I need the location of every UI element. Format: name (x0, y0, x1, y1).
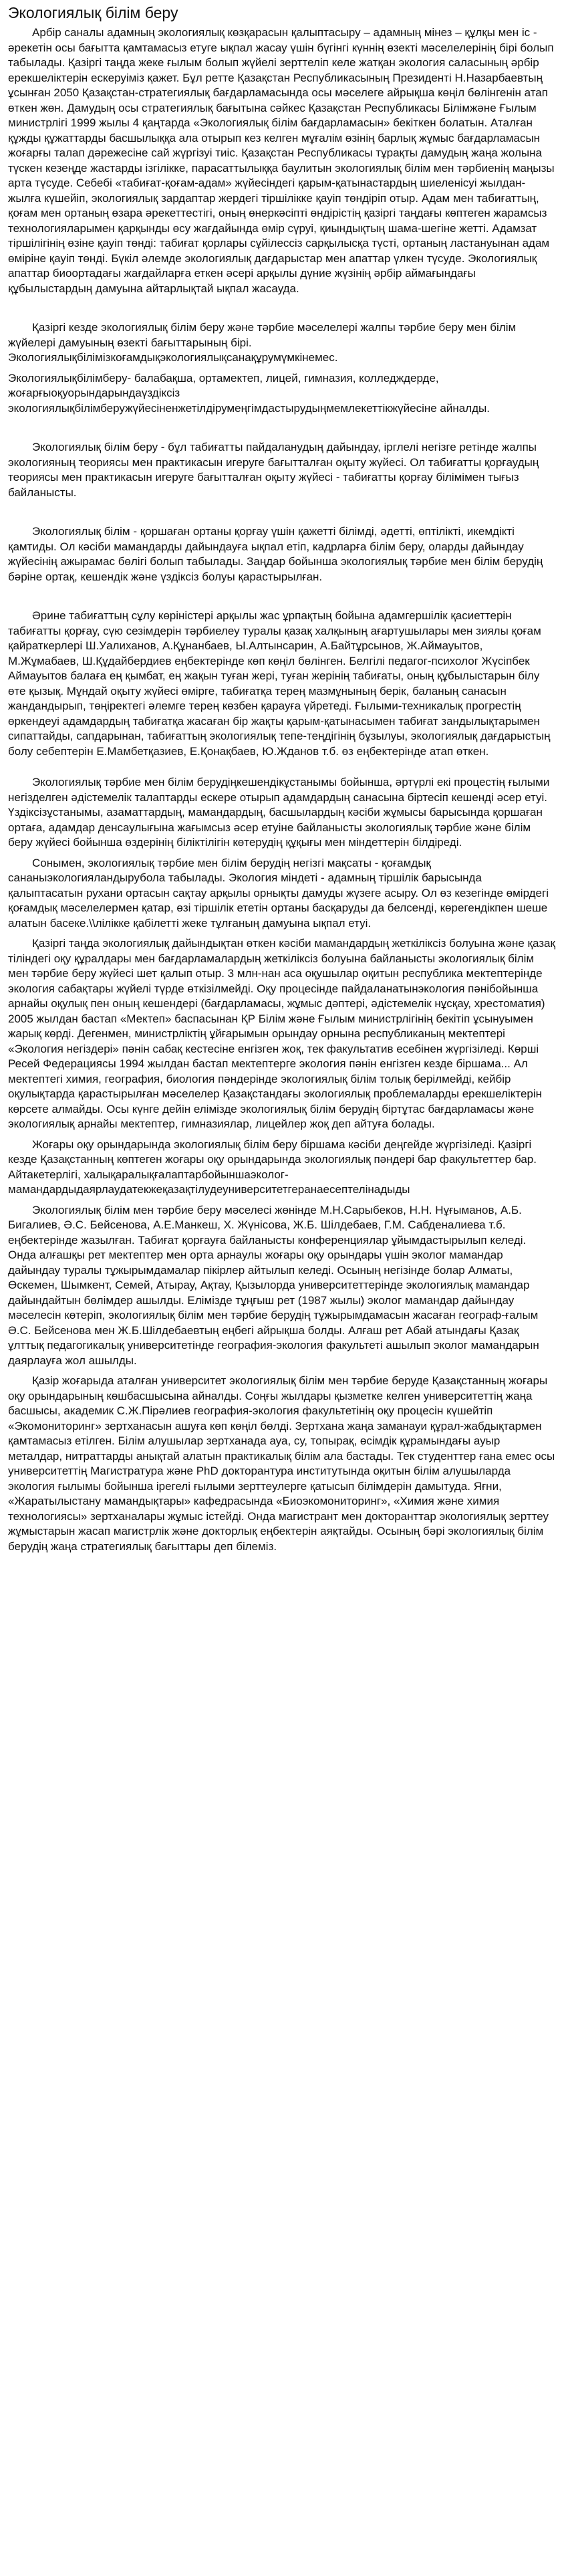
paragraph: Экологиялық білім - қоршаған ортаны қорғау үшін қажетті білімді, әдетті, өптілікті, икемдікті қамтиды. Ол кәсіби мамандарды дайындауға ықпал етіп, кадрларға білім беру, оларды дайындау жүйесінің ажырамас бөлігі болып табылады. Заңдар бойынша экологиялық тәрбие мен білім берудің бәріне ортақ, кешендік және үздіксіз болуы қарастырылған. (8, 525, 543, 583)
paragraph: Қазіргі кезде экологиялық білім беру және тәрбие мәселелері жалпы тәрбие беру мен білім жүйелері дамуының өзекті бағыттарының бірі. Экологиялықбілімізкоғамдықэкологиялықсанақұрумүмкінемес. (8, 321, 517, 364)
paragraph: Экологиялық білім мен тәрбие беру мәселесі жөнінде М.Н.Сарыбеков, Н.Н. Нұғыманов, А.Б. Бигалиев, Ә.С. Бейсенова, А.Е.Манкеш, Х. Жүнісова, Ж.Б. Шілдебаев, Г.М. Сабденалиева т.б. еңбектерінде жазылған. Табиғат қорғауға байланысты конференциялар ұйымдастырылып келеді. Онда алғашқы рет мектептер мен орта арнаулы жоғары оқу орындары үшін эколог мамандар дайындау туралы тұжырымдамалар пікірлер айтылып келеді. Осының негізінде болар Алматы, Өскемен, Шымкент, Семей, Атырау, Ақтау, Қызылорда университеттерінде экологиялық мамандар дайындайтын бөлімдер ашылды. Елімізде тұңғыш рет (1987 жылы) эколог мамандар дайындау мәселесін көтеріп, экологиялық білім мен тәрбие берудің тұжырымдамасын жасаған географ-ғалым Ә.С. Бейсенова мен Ж.Б.Шілдебаевтың еңбегі айрықша болды. Алғаш рет Абай атындағы Қазақ ұлттық педагогикалық университетінде география-экология факультеті ашылып эколог мамандарын даярлауға жол ашылды. (8, 1203, 539, 1367)
paragraph: Әрине табиғаттың сұлу көріністері арқылы жас ұрпақтың бойына адамгершілік қасиеттерін табиғатты қорғау, сүю сезімдерін тәрбиелеу туралы қазақ халқының ағартушылары мен зиялы қоғам қайраткерлері Ш.Уалиханов, А.Құнанбаев, Ы.Алтынсарин, А.Байтұрсынов, Ж.Аймауытов, М.Жұмабаев, Ш.Құдайбердиев еңбектерінде көп көңіл бөлінген. Белгілі педагог-психолог Жүсіпбек Аймауытов балаға ең қымбат, ең жақын туған жері, туған жерінің табиғаты, оның құбылыстарын білу өте қызық. Мұндай оқыту жүйесі өмірге, табиғатқа терең мазмұнының берік, баланың санасын жандандырып, төңіректегі әлемге терең көзбен қарауға үйретеді. Ғылыми-техникалық прогрестің өркендеуі адамдардың табиғатқа жасаған бір жақты қарым-қатынасымен табиғат зандылықтарымен сипаттайды, сапдарынан, табиғаттың экологиялық тепе-теңдігінің бұзылуы, экологиялық дағдарыстың болу себептерін Е.Мамбетқазиев, Е.Қонақбаев, Ю.Жданов т.б. өз еңбектерінде атап өткен. (8, 609, 551, 758)
paragraph: Арбір саналы адамның экологиялық көзқарасын қалыптасыру – адамның мінез – құлқы мен іс - әрекетін осы бағытта қамтамасыз етуге ықпал жасау үшін бүгінгі күннің өзекті мәселелерінің бірі болып табылады. Қазіргі таңда жеке ғылым болып жүйелі зерттеліп келе жатқан экология саласының әрбір ерекшеліктерін ескеруіміз қажет. Бұл ретте Қазақстан Республикасының Президенті Н.Назарбаевтың ұсынған 2050 Қазақстан-стратегиялық бағдарламасында осы мәселеге айрықша көңіл бөлінгенін атап өткен жөн. Дамудың осы стратегиялық бағытына сәйкес Қазақстан Республикасы Білімжәне Ғылым министрлігі 1999 жылы 4 қаңтарда «Экологиялық білім бағдарламасын» бекіткен болатын. Аталған құжды құжаттарды басшылыққа ала отырып кез келген мұғалім өзінің барлық жұмыс бағдарламасын жоғарғы талап дәрежесіне сай жүргізуі тиіс. Қазақстан Республикасы тұрақты дамудың жаңа жолына түскен кезеңде жастарды ізгілікке, парасаттылыққа баулитын экологиялық білім мен тәрбиенің маңызы арта түсуде. Себебі «табиғат-қоғам-адам» жүйесіндегі қарым-қатынастардың шиеленісуі жылдан-жылға күшейіп, экологиялық зардаптар жердегі тіршілікке қауіп төндіріп отыр. Адам мен табиғаттың, қоғам мен ортаның өзара әрекеттестігі, оның өнеркәсіпті өндірістің қазіргі таңдағы көптеген жарамсыз технологияларымен қарқынды өсу жағдайында өмір сүруі, қиындықтың шама-шегіне жетті. Адамзат тіршілігінің өзіне қауіп төнді: табиғат қорлары сұйілессіз сарқылысқа түсті, ортаның ластануынан адам өміріне қауіп төнді. Бүкіл әлемде экологиялық дағдарыстар мен апаттар үлкен түсуде. Экологиялық апаттар биоортадағы жағдайларға еткен әсері арқылы дүние жүзінің әрбір аймағындағы құбылыстардың дамуына айтарлықтай ықпал жасауда. (8, 26, 555, 295)
paragraph: Экологиялық тәрбие мен білім берудіңкешендікұстанымы бойынша, әртүрлі екі процестің ғылыми негізделген әдістемелік талаптарды ескере отырып адамдардың санасына біртесіп кешенді әсер етуі. Үздіксізұстанымы, азаматтардың, мамандардың, басшылардың кәсіби жұмысы барысында қоршаған ортаға, адамдар денсаулығына жағымсыз әсер етуіне байланысты экологиялық тәрбие және білім беру жүйесі бойынша өздерінің біліктілігін көтерудің құқығы мен міндеттерін білдіреді. (8, 776, 550, 849)
paragraph: Қазіргі таңда экологиялық дайындықтан өткен кәсіби мамандардың жеткіліксіз болуына және қазақ тіліндегі оқу құралдары мен бағдарламалардың жеткіліксіз болуына байланысты экологиялық білім мен тәрбие беру жүйесі шет қалып отыр. 3 млн-нан аса оқушылар оқитын республика мектептерінде экология сабақтары жүйелі түрде өткізілмейді. Оқу процесінде пайдаланатынэкология пәнібойынша арнайы оқулық пен оның кешендері (бағдарламасы, жұмыс дәптері, әдістемелік нұсқау, хрестоматия) 2005 жылдан бастап «Мектеп» баспасынан ҚР Білім және Ғылым министрлігінің бекітіп ұсынуымен жарық көрді. Дегенмен, министрліктің ұйғарымын орындау орнына республиканың мектептері «Экология негіздері» пәнін сабақ кестесіне енгізген жоқ, тек факультатив есебінен жүргізіледі. Көрші Ресей Федерациясы 1994 жылдан бастап мектептерге экология пәнін енгізген кезде біршама... Ал мектептегі химия, география, биология пәндерінде экологиялық білім толық берілмейді, кейбір оқулықтарда қарастырылған мәселелер Қазақстандағы экологиялық проблемаларды ерекшеліктерін көрсете алмайды. Осы күнге дейін елімізде экологиялық білім берудің біртұтас бағдарламасы және экологиялық арнайы мектептер, гимназиялар, лицейлер жоқ деп айтуға болады. (8, 937, 555, 1130)
paragraph: Қазір жоғарыда аталған университет экологиялық білім мен тәрбие беруде Қазақстанның жоғары оқу орындарының көшбасшысына айналды. Соңғы жылдары қызметке келген университеттің жаңа басшысы, академик С.Ж.Пірәлиев география-экология факультетінің оқу процесін күшейтіп «Экомониторинг» зертханасын ашуға көп көңіл бөлді. Зертхана жаңа заманауи құрал-жабдықтармен қамтамасыз етілген. Білім алушылар зертханада ауа, су, топырақ, өсімдік құрамындағы ауыр металдар, нитраттарды анықтай алатын практикалық білім ала бастады. Тек студенттер ғана емес осы университеттің Магистратура және PhD докторантура институтында оқитын білім алушыларда экология ғылымы бойынша ірегелі ғылыми зерттеулерге қатысып білімдерін дамытуда. Яғни, «Жаратылыстану мамандықтары» кафедрасында «Биоэкомониторинг», «Химия және химия технологиясы» зертханалары жұмыс істейді. Онда магистрант мен докторанттар экологиялық зерттеу жұмыстарын жасап магистрлік және докторлық еңбектерін аяқтайды. Осының бәрі экологиялық білім берудің жаңа стратегиялық бағыттары деп білеміз. (8, 1374, 555, 1553)
page-title: Экологиялық білім беру (8, 4, 178, 21)
paragraph: Жоғары оқу орындарында экологиялық білім беру біршама кәсіби деңгейде жүргізіледі. Қазіргі кезде Қазақстанның көптеген жоғары оқу орындарында экологиялық пәндері бар факультеттер бар. Айтакетерлігі, халықаралықғалаптарбойыншаэколог-мамандардыдаярлаудатекжеқазақтілудеуниверситетгеранаесептелінадыды (8, 1138, 537, 1196)
paragraph: Экологиялық білім беру - бұл табиғатты пайдаланудың дайындау, ірглелі негізге ретінде жалпы экологияның теориясы мен практикасын игеруге бағытталған оқыту жүйесі. Ол табиғатты қорғаудың теориясы мен практикасын игеруге бағытталған оқыту жүйесі - табиғатты қорғау білімімен тығыз байланысты. (8, 441, 539, 499)
paragraph: Экологиялықбілімберу- балабақша, ортамектеп, лицей, гимназия, колледждерде, жоғарғыоқуорындарындаүздіксіз экологиялықбілімберужүйесіненжетілдірумеңгімдастырудыңмемлекеттікжүйесіне айналды. (8, 371, 490, 415)
paragraph: Сонымен, экологиялық тәрбие мен білім берудің негізгі мақсаты - қоғамдық сананыэкологияландырубола табылады. Экология міндеті - адамның тіршілік барысында қалыптасатын рухани ортасын сақтау арқылы орнықты дамуды жүзеге асыру. Ол өз кезегінде өмірдегі қоғамдық мәселелермен қатар, өзі тіршілік ететін ортаны басқаруды да белсенді, көрегендікпен шеше алатын басеке.\\лілікке қабілетті жеке тұлғаның дамуына ықпал етуі. (8, 856, 549, 930)
